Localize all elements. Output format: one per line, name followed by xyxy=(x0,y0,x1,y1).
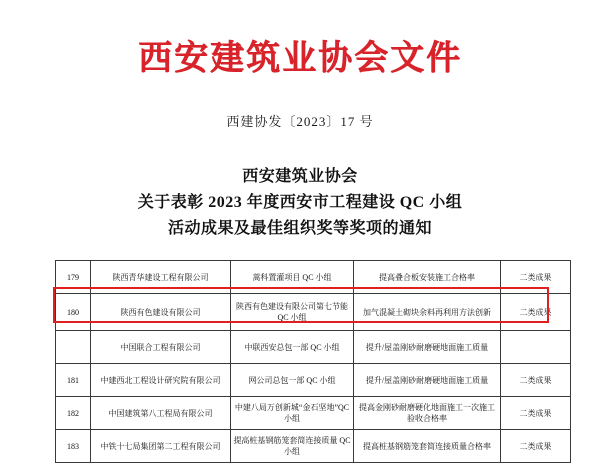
row-result xyxy=(501,331,571,364)
row-subject: 提升/屋盖刚砂耐磨硬地面施工质量 xyxy=(354,364,501,397)
row-unit: 陕西有色建设有限公司 xyxy=(91,294,231,331)
heading-line-3: 活动成果及最佳组织奖等奖项的通知 xyxy=(167,220,432,237)
table-row xyxy=(56,397,571,430)
row-number xyxy=(56,331,91,364)
row-team: 提高桩基钢筋笼套简连接质量 QC 小组 xyxy=(231,430,354,463)
row-number: 180 xyxy=(56,294,91,331)
row-result: 二类成果 xyxy=(501,294,571,331)
row-subject: 提高叠合板安装施工合格率 xyxy=(354,261,501,294)
row-result: 二类成果 xyxy=(501,364,571,397)
row-team: 蒿科置灌项目 QC 小组 xyxy=(231,261,354,294)
heading-organization: 西安建筑业协会 xyxy=(242,168,358,185)
row-unit: 中国建筑第八工程局有限公司 xyxy=(91,397,231,430)
document-number: 西建协发〔2023〕17 号 xyxy=(226,114,374,129)
row-unit: 中建西北工程设计研究院有限公司 xyxy=(91,364,231,397)
notice-heading xyxy=(0,164,600,242)
row-result: 二类成果 xyxy=(501,430,571,463)
row-team: 陕西有色建设有限公司第七节能 QC 小组 xyxy=(231,294,354,331)
table-row-highlighted xyxy=(56,294,571,331)
row-result: 二类成果 xyxy=(501,397,571,430)
row-subject: 提高桩基钢筋笼套简连接质量合格率 xyxy=(354,430,501,463)
row-number: 179 xyxy=(56,261,91,294)
row-unit: 陕西青华建设工程有限公司 xyxy=(91,261,231,294)
table-row xyxy=(56,261,571,294)
table-row xyxy=(56,430,571,463)
row-team: 中联西安总包一部 QC 小组 xyxy=(231,331,354,364)
row-subject: 提升/屋盖刚砂耐磨硬地面施工质量 xyxy=(354,331,501,364)
heading-line-2: 关于表彰 2023 年度西安市工程建设 QC 小组 xyxy=(137,194,463,211)
row-unit: 中铁十七局集团第二工程有限公司 xyxy=(91,430,231,463)
table-row xyxy=(56,331,571,364)
row-number: 182 xyxy=(56,397,91,430)
row-team: 中建八局万创新城“金石坚地”QC 小组 xyxy=(231,397,354,430)
table-row xyxy=(56,364,571,397)
row-unit: 中国联合工程有限公司 xyxy=(91,331,231,364)
row-subject: 加气混凝土砌块余料再利用方法创新 xyxy=(354,294,501,331)
row-number: 183 xyxy=(56,430,91,463)
row-team: 网公司总包一部 QC 小组 xyxy=(231,364,354,397)
document-page xyxy=(0,30,600,463)
row-subject: 提高金刚砂耐磨硬化地面施工一次施工验收合格率 xyxy=(354,397,501,430)
document-title: 西安建筑业协会文件 xyxy=(138,40,462,77)
row-result: 二类成果 xyxy=(501,261,571,294)
row-number: 181 xyxy=(56,364,91,397)
